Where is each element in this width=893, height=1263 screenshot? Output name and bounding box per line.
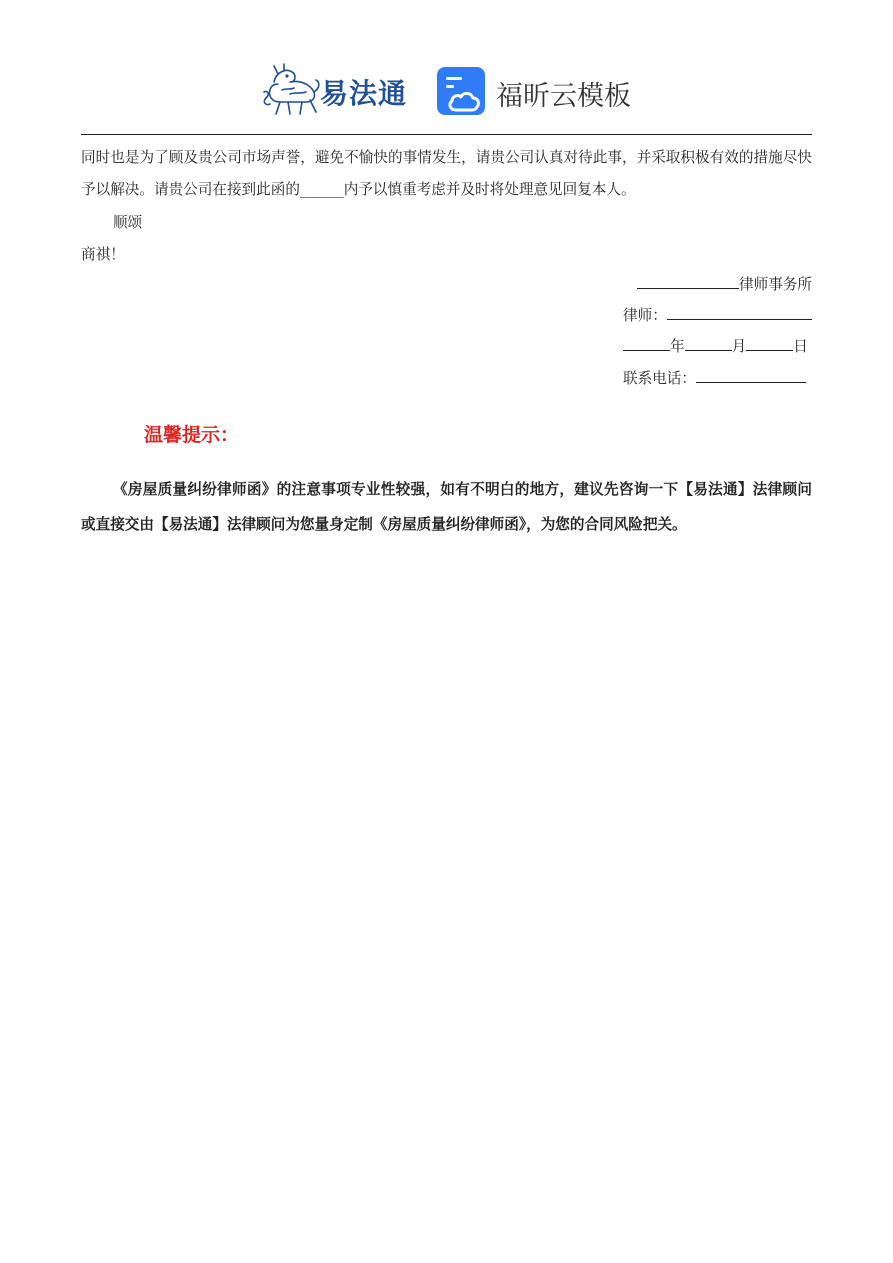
- letter-body-paragraph: 同时也是为了顾及贵公司市场声誉，避免不愉快的事情发生，请贵公司认真对待此事，并采取积极有效的措施尽快予以解决。请贵公司在接到此函的______内予以慎重考虑并及时将处理意见回复本人。: [81, 149, 812, 198]
- tip-paragraph: 《房屋质量纠纷律师函》的注意事项专业性较强，如有不明白的地方，建议先咨询一下【易法通】法律顾问或直接交由【易法通】法律顾问为您量身定制《房屋质量纠纷律师函》，为您的合同风险把关。: [81, 481, 812, 533]
- law-firm-blank: [637, 273, 739, 289]
- day-label: 日: [793, 338, 808, 355]
- closing-wish: 商祺！: [81, 246, 125, 263]
- signature-date: [623, 335, 808, 356]
- qilin-emblem-icon: [260, 62, 322, 118]
- fuxin-cloud-logo: [436, 64, 636, 120]
- tip-title: 温馨提示：: [144, 424, 240, 446]
- phone-blank: [696, 367, 806, 383]
- day-blank: [746, 335, 793, 351]
- yifatong-logo-text: 易法通: [320, 77, 408, 110]
- year-label: 年: [670, 338, 685, 355]
- year-blank: [623, 335, 670, 351]
- cloud-document-icon: [436, 66, 488, 118]
- header-divider: [81, 134, 812, 135]
- lawyer-label: 律师：: [623, 307, 667, 324]
- signature-law-firm: [637, 273, 812, 294]
- phone-label: 联系电话：: [623, 370, 696, 387]
- yifatong-logo: [260, 60, 416, 120]
- law-firm-suffix: 律师事务所: [739, 276, 812, 293]
- fuxin-cloud-logo-text: 福昕云模板: [496, 81, 631, 112]
- lawyer-blank: [667, 304, 812, 320]
- page-header: [0, 60, 893, 122]
- signature-lawyer: [623, 304, 812, 325]
- signature-phone: [623, 367, 806, 388]
- closing-greeting: 顺颂: [113, 214, 143, 231]
- month-label: 月: [731, 338, 747, 355]
- month-blank: [685, 335, 732, 351]
